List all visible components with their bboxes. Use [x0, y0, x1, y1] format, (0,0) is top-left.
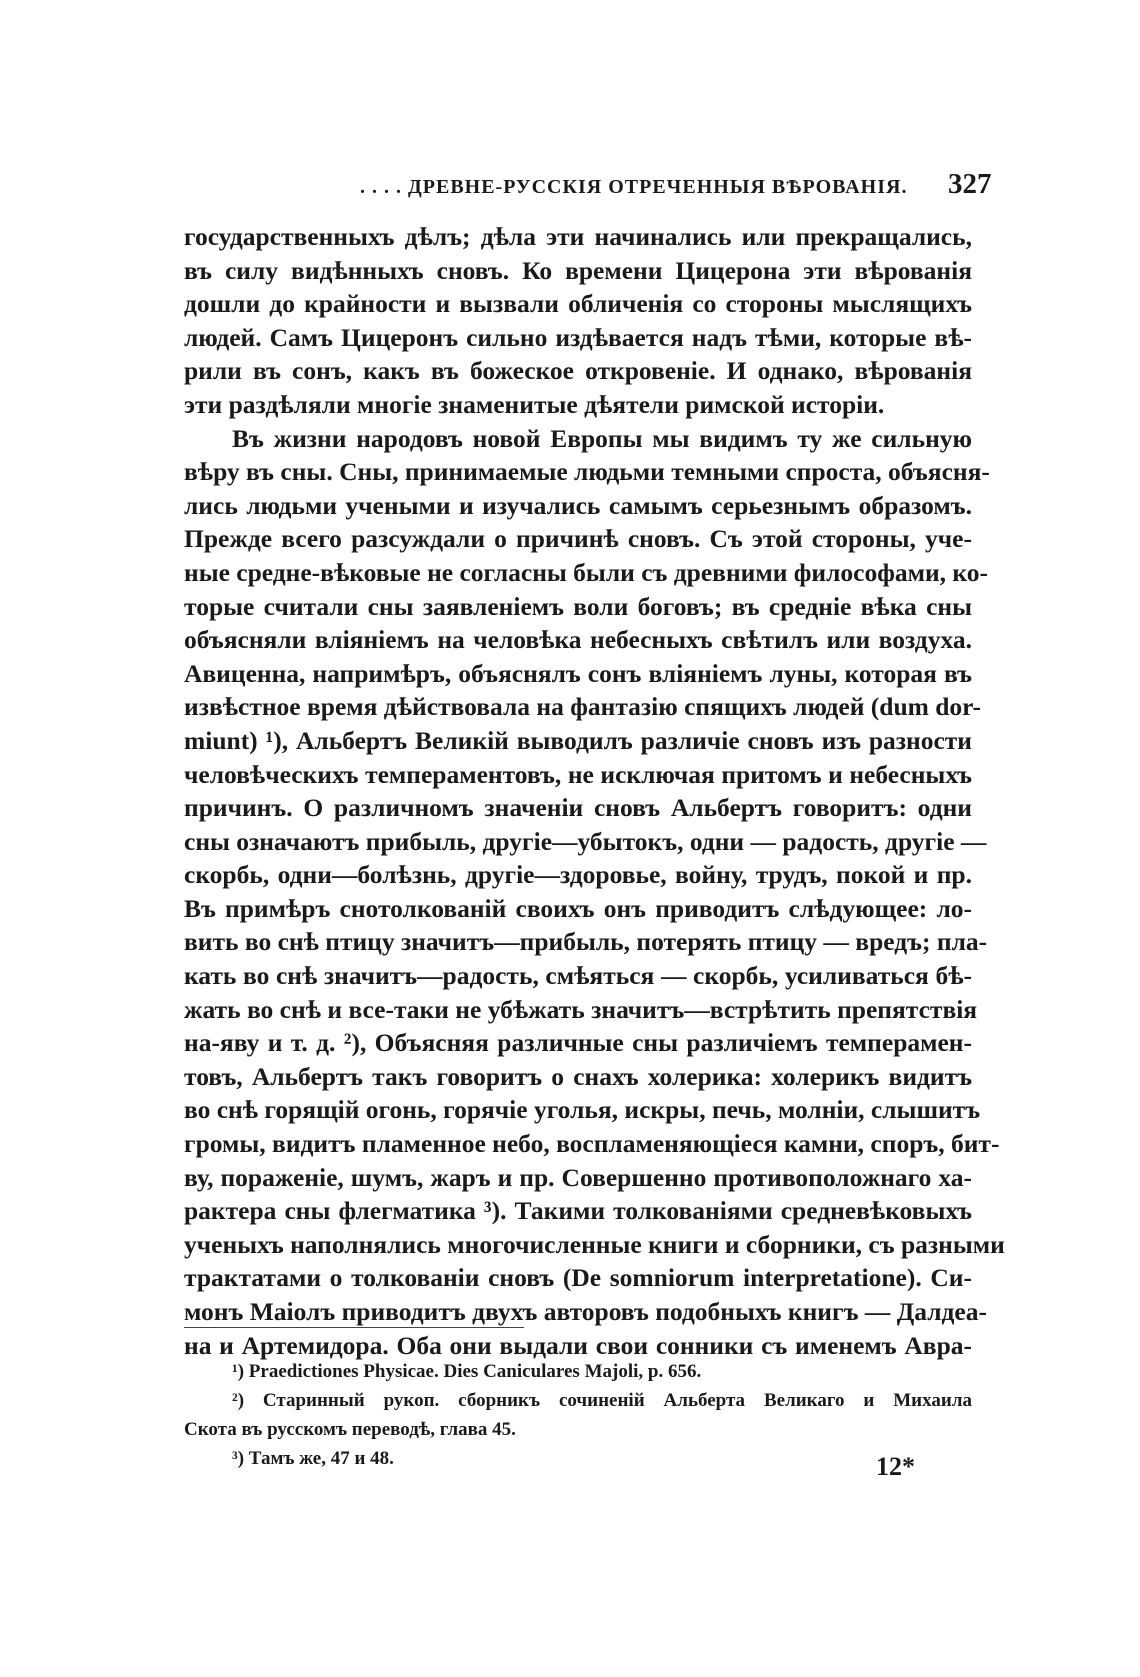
text-line: ные средне-вѣковые не согласны были съ древними философами, ко- [184, 557, 989, 587]
text-line: громы, видитъ пламенное небо, воспламеняющіеся камни, споръ, бит- [184, 1129, 1000, 1159]
text-line: miunt) ¹), Альбертъ Великій выводилъ различіе сновъ изъ разности [184, 725, 972, 755]
text-line: на и Артемидора. Оба они выдали свои сонники съ именемъ Авра- [184, 1330, 972, 1360]
text-line: во снѣ горящій огонь, горячіе уголья, искры, печь, молніи, слышитъ [184, 1095, 981, 1125]
text-line: Авиценна, напримѣръ, объяснялъ сонъ вліяніемъ луны, которая въ [184, 658, 972, 688]
body-text [184, 220, 1005, 1362]
text-line: эти раздѣляли многіе знаменитые дѣятели римской исторіи. [184, 389, 885, 419]
running-head: . . . . ДРЕВНЕ-РУССКІЯ ОТРЕЧЕННЫЯ ВѢРОВАНІЯ. [360, 176, 908, 198]
text-line: ву, пораженіе, шумъ, жаръ и пр. Совершенно противоположнаго ха- [184, 1162, 972, 1192]
text-line: вѣру въ сны. Сны, принимаемые людьми темными спроста, объясня- [184, 457, 990, 487]
text-line: лись людьми учеными и изучались самымъ серьезнымъ образомъ. [184, 490, 972, 520]
text-line: рили въ сонъ, какъ въ божеское откровеніе. И однако, вѣрованія [184, 356, 972, 386]
footnote-divider [184, 1327, 524, 1328]
text-line: въ силу видѣнныхъ сновъ. Ко времени Цицерона эти вѣрованія [184, 255, 972, 285]
text-line: Въ жизни народовъ новой Европы мы видимъ ту же сильную [232, 423, 972, 453]
text-line: вить во снѣ птицу значитъ—прибыль, потерять птицу — вредъ; пла- [184, 927, 988, 957]
text-line: жать во снѣ и все-таки не убѣжать значитъ—встрѣтить препятствія [184, 994, 978, 1024]
text-line: Прежде всего разсуждали о причинѣ сновъ. Съ этой стороны, уче- [184, 524, 972, 554]
text-line: извѣстное время дѣйствовала на фантазію спящихъ людей (dum dor- [184, 692, 982, 722]
text-line: трактатами о толкованіи сновъ (De somniorum interpretatione). Си- [184, 1263, 972, 1293]
footnote: ³) Тамъ же, 47 и 48. [232, 1448, 394, 1469]
text-line: причинъ. О различномъ значеніи сновъ Альбертъ говоритъ: одни [184, 793, 972, 823]
text-line: скорбь, одни—болѣзнь, другіе—здоровье, войну, трудъ, покой и пр. [184, 860, 972, 890]
footnote-continuation: Скота въ русскомъ переводѣ, глава 45. [184, 1419, 516, 1440]
footnote: ²) Старинный рукоп. сборникъ сочиненій Альберта Великаго и Михаила [232, 1390, 972, 1411]
signature-mark: 12* [876, 1452, 915, 1481]
text-line: человѣческихъ темпераментовъ, не исключая притомъ и небесныхъ [184, 759, 972, 789]
text-line: государственныхъ дѣлъ; дѣла эти начинались или прекращались, [184, 222, 972, 251]
text-line: кать во снѣ значитъ—радость, смѣяться — скорбь, усиливаться бѣ- [184, 961, 972, 991]
page-number: 327 [948, 168, 992, 200]
text-line: дошли до крайности и вызвали обличенія со стороны мыслящихъ [184, 289, 972, 319]
footnote: ¹) Praedictiones Physicae. Dies Caniculares Majoli, p. 656. [232, 1361, 702, 1382]
text-line: сны означаютъ прибыль, другіе—убытокъ, одни — радость, другіе — [184, 826, 987, 856]
text-line: объясняли вліяніемъ на человѣка небесныхъ свѣтилъ или воздуха. [184, 625, 972, 655]
footnotes [184, 1357, 972, 1473]
text-line: монъ Маіолъ приводитъ двухъ авторовъ подобныхъ книгъ — Далдеа- [184, 1297, 987, 1326]
text-line: на-яву и т. д. ²), Объясняя различные сны различіемъ темперамен- [184, 1028, 972, 1058]
text-line: ученыхъ наполнялись многочисленные книги и сборники, съ разными [184, 1229, 1005, 1259]
text-line: рактера сны флегматика ³). Такими толкованіями средневѣковыхъ [184, 1196, 972, 1226]
text-line: торые считали сны заявленіемъ воли боговъ; въ средніе вѣка сны [184, 591, 972, 621]
text-line: товъ, Альбертъ такъ говоритъ о снахъ холерика: холерикъ видитъ [184, 1061, 972, 1091]
text-line: Въ примѣръ снотолкованій своихъ онъ приводитъ слѣдующее: ло- [184, 893, 972, 923]
text-line: людей. Самъ Цицеронъ сильно издѣвается надъ тѣми, которые вѣ- [184, 322, 972, 352]
